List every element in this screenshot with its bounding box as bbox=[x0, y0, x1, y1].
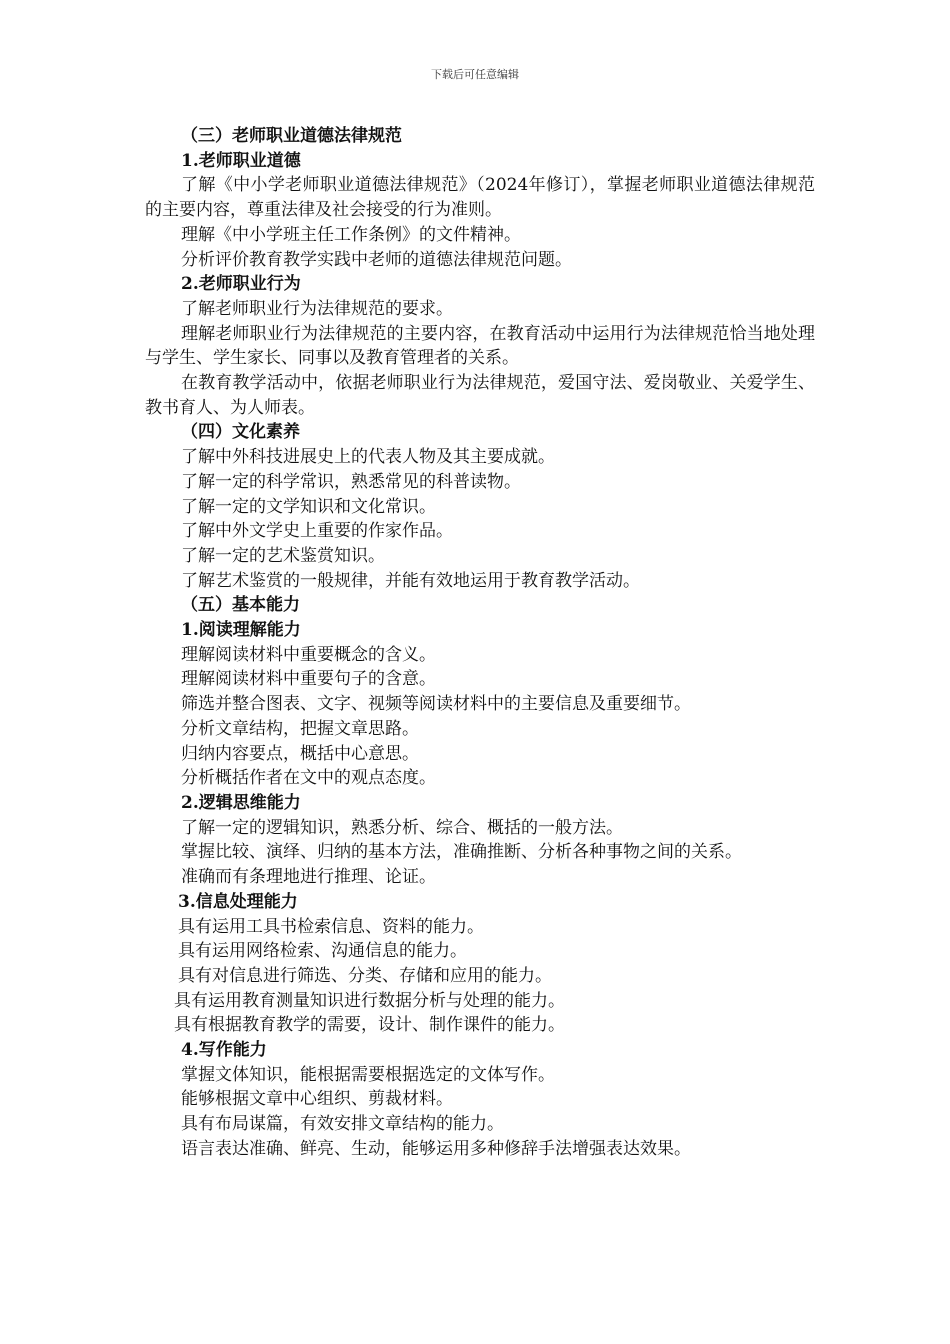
paragraph-line: 筛选并整合图表、文字、视频等阅读材料中的主要信息及重要细节。 bbox=[181, 694, 691, 715]
paragraph-line: 分析评价教育教学实践中老师的道德法律规范问题。 bbox=[181, 249, 572, 270]
paragraph-line: 理解阅读材料中重要句子的含意。 bbox=[181, 669, 436, 690]
section-heading: 2.老师职业行为 bbox=[181, 274, 301, 295]
paragraph-line: 了解老师职业行为法律规范的要求。 bbox=[181, 298, 453, 319]
paragraph-line: 具有对信息进行筛选、分类、存储和应用的能力。 bbox=[178, 965, 552, 986]
paragraph-line: 掌握文体知识，能根据需要根据选定的文体写作。 bbox=[181, 1064, 555, 1085]
paragraph-line: 理解老师职业行为法律规范的主要内容，在教育活动中运用行为法律规范恰当地处理与学生、学生家长、同事以及教育管理者的关系。 bbox=[145, 323, 815, 369]
paragraph-line: 分析文章结构，把握文章思路。 bbox=[181, 718, 419, 739]
section-heading: 2.逻辑思维能力 bbox=[181, 792, 301, 813]
paragraph-line: 了解中外文学史上重要的作家作品。 bbox=[181, 521, 453, 542]
section-heading: （四）文化素养 bbox=[181, 422, 300, 443]
paragraph-line: 理解《中小学班主任工作条例》的文件精神。 bbox=[181, 224, 521, 245]
paragraph-line: 准确而有条理地进行推理、论证。 bbox=[181, 867, 436, 888]
section-heading: 4.写作能力 bbox=[181, 1040, 267, 1061]
section-heading: 1.老师职业道德 bbox=[181, 150, 301, 171]
paragraph-line: 了解一定的逻辑知识，熟悉分析、综合、概括的一般方法。 bbox=[181, 817, 623, 838]
paragraph-line: 归纳内容要点，概括中心意思。 bbox=[181, 743, 419, 764]
paragraph-line: 理解阅读材料中重要概念的含义。 bbox=[181, 644, 436, 665]
document-body bbox=[145, 124, 815, 1162]
paragraph-line: 了解艺术鉴赏的一般规律，并能有效地运用于教育教学活动。 bbox=[181, 570, 640, 591]
paragraph-line: 语言表达准确、鲜亮、生动，能够运用多种修辞手法增强表达效果。 bbox=[181, 1138, 691, 1159]
paragraph-line: 具有根据教育教学的需要，设计、制作课件的能力。 bbox=[174, 1015, 565, 1036]
page-header: 下载后可任意编辑 bbox=[431, 68, 519, 81]
paragraph-line: 具有运用教育测量知识进行数据分析与处理的能力。 bbox=[174, 990, 565, 1011]
section-heading: 3.信息处理能力 bbox=[178, 891, 298, 912]
section-heading: （三）老师职业道德法律规范 bbox=[181, 126, 402, 146]
paragraph-line: 了解《中小学老师职业道德法律规范》（2024年修订），掌握老师职业道德法律规范的主要内容，尊重法律及社会接受的行为准则。 bbox=[145, 175, 815, 221]
paragraph-line: 了解一定的科学常识，熟悉常见的科普读物。 bbox=[181, 471, 521, 492]
paragraph-line: 了解中外科技进展史上的代表人物及其主要成就。 bbox=[181, 447, 555, 468]
paragraph-line: 分析概括作者在文中的观点态度。 bbox=[181, 768, 436, 789]
paragraph-line: 具有运用工具书检索信息、资料的能力。 bbox=[178, 916, 484, 937]
paragraph-line: 了解一定的艺术鉴赏知识。 bbox=[181, 545, 385, 566]
paragraph-line: 了解一定的文学知识和文化常识。 bbox=[181, 496, 436, 517]
paragraph-line: 具有布局谋篇，有效安排文章结构的能力。 bbox=[181, 1114, 504, 1135]
paragraph-line: 具有运用网络检索、沟通信息的能力。 bbox=[178, 941, 467, 962]
paragraph-line: 能够根据文章中心组织、剪裁材料。 bbox=[181, 1089, 453, 1110]
section-heading: 1.阅读理解能力 bbox=[181, 620, 301, 641]
paragraph-line: 掌握比较、演绎、归纳的基本方法，准确推断、分析各种事物之间的关系。 bbox=[181, 842, 742, 863]
paragraph-line: 在教育教学活动中，依据老师职业行为法律规范，爱国守法、爱岗敬业、关爱学生、教书育人、为人师表。 bbox=[145, 373, 815, 418]
section-heading: （五）基本能力 bbox=[181, 595, 300, 616]
